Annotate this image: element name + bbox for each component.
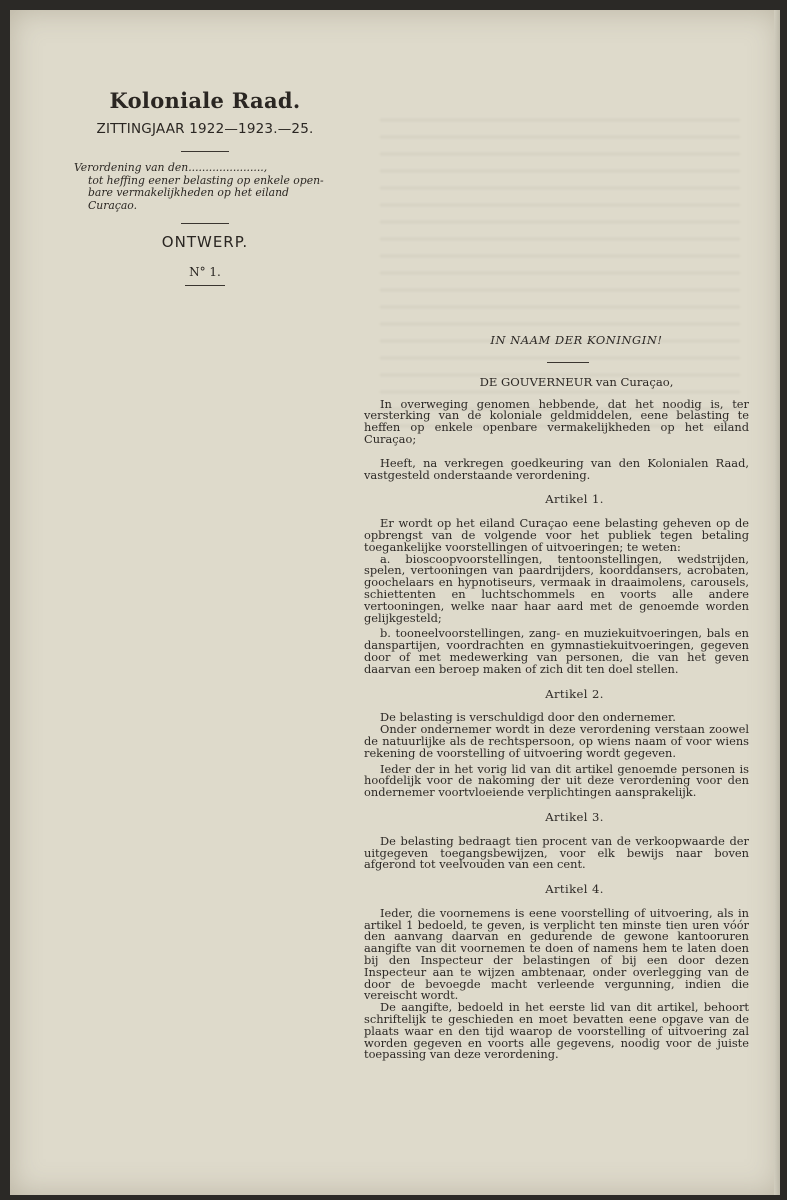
ordinance-subject (74, 162, 336, 212)
council-title: Koloniale Raad. (109, 88, 301, 113)
divider (181, 223, 229, 224)
article-title: Artikel 3. (545, 809, 604, 824)
article-paragraph: b. tooneelvoorstellingen, zang- en muziekuitvoeringen, bals en danspartijen, voordrachten en gymnastiekuitvoeringen, gegeven door of met medewerking van personen, die van het geven daarvan een beroep maken of zich dit ten doel stellen. (364, 626, 749, 676)
subject-line: tot heffing eener belasting op enkele open- (88, 173, 324, 187)
subject-line: bare vermakelijkheden op het eiland Curaçao. (88, 186, 289, 212)
article-paragraph: De belasting bedraagt tien procent van de verkoopwaarde der uitgegeven toegangsbewijzen, voor elk bewijs naar boven afgerond tot veelvouden van een cent. (364, 833, 749, 872)
article-paragraph: a. bioscoopvoorstellingen, tentoonstellingen, wedstrijden, spelen, vertooningen van paardrijders, koorddansers, acrobaten, goochelaars en hypnotiseurs, vermaak in draaimolens, carousels, schiettenten en luchtschommels en voorts alle andere vertooningen, welke naar haar aard met de genoemde worden gelijkgesteld; (364, 551, 749, 625)
article-paragraph: Ieder der in het vorig lid van dit artikel genoemde personen is hoofdelijk voor de nakoming der uit deze verordening voor den ondernemer voortvloeiende verplichtingen aansprakelijk. (364, 761, 749, 800)
issuer: DE GOUVERNEUR van Curaçao, (479, 374, 674, 389)
article-title: Artikel 1. (545, 492, 604, 507)
draft-number: N° 1. (189, 265, 221, 279)
binding-edge (774, 10, 780, 1195)
divider (547, 362, 589, 363)
ordinance-text (364, 335, 749, 1061)
divider (181, 151, 229, 152)
preamble: In overweging genomen hebbende, dat het noodig is, ter versterking van de koloniale geldmiddelen, eene belasting te heffen op enkele openbare vermakelijkheden op het eiland Curaçao; (364, 396, 749, 446)
article-paragraph: De aangifte, bedoeld in het eerste lid van dit artikel, behoort schriftelijk te geschieden en moet bevatten eene opgave van de plaats waar en den tijd waarop de voorstelling of uitvoering zal worden gegeven en voorts alle gegevens, noodig voor de juiste toepassing van deze verordening. (364, 1000, 749, 1062)
session-year: ZITTINGJAAR 1922—1923.—25. (96, 121, 314, 137)
document-page (10, 10, 780, 1195)
article-title: Artikel 4. (545, 882, 604, 897)
article-paragraph: Ieder, die voornemens is eene voorstelling of uitvoering, als in artikel 1 bedoeld, te geven, is verplicht ten minste tien uren vóór den aanvang daarvan en gedurende de gewone kantooruren aangifte van dit voornemen te doen of namens hem te laten doen bij den Inspecteur der belastingen of bij een door dezen Inspecteur aan te wijzen ambtenaar, onder overlegging van de door de bevoegde macht verleende vergunning, indien die vereischt wordt. (364, 905, 749, 1003)
subject-line: Verordening van den......................, (74, 161, 268, 174)
divider (185, 285, 225, 286)
header-block (70, 88, 340, 286)
invocation: IN NAAM DER KONINGIN! (490, 333, 663, 347)
article-paragraph: Er wordt op het eiland Curaçao eene belasting geheven op de opbrengst van de volgende voor het publiek tegen betaling toegankelijke voorstellingen of uitvoeringen; te weten: (364, 516, 749, 554)
enactment-clause: Heeft, na verkregen goedkeuring van den Kolonialen Raad, vastgesteld onderstaande verordening. (364, 455, 749, 482)
article-paragraph: De belasting is verschuldigd door den ondernemer. (380, 710, 676, 725)
article-title: Artikel 2. (545, 686, 604, 701)
article-paragraph: Onder ondernemer wordt in deze verordening verstaan zoowel de natuurlijke als de rechtspersoon, op wiens naam of voor wiens rekening de voorstelling of uitvoering wordt gegeven. (364, 722, 749, 760)
draft-label: ONTWERP. (161, 233, 249, 251)
